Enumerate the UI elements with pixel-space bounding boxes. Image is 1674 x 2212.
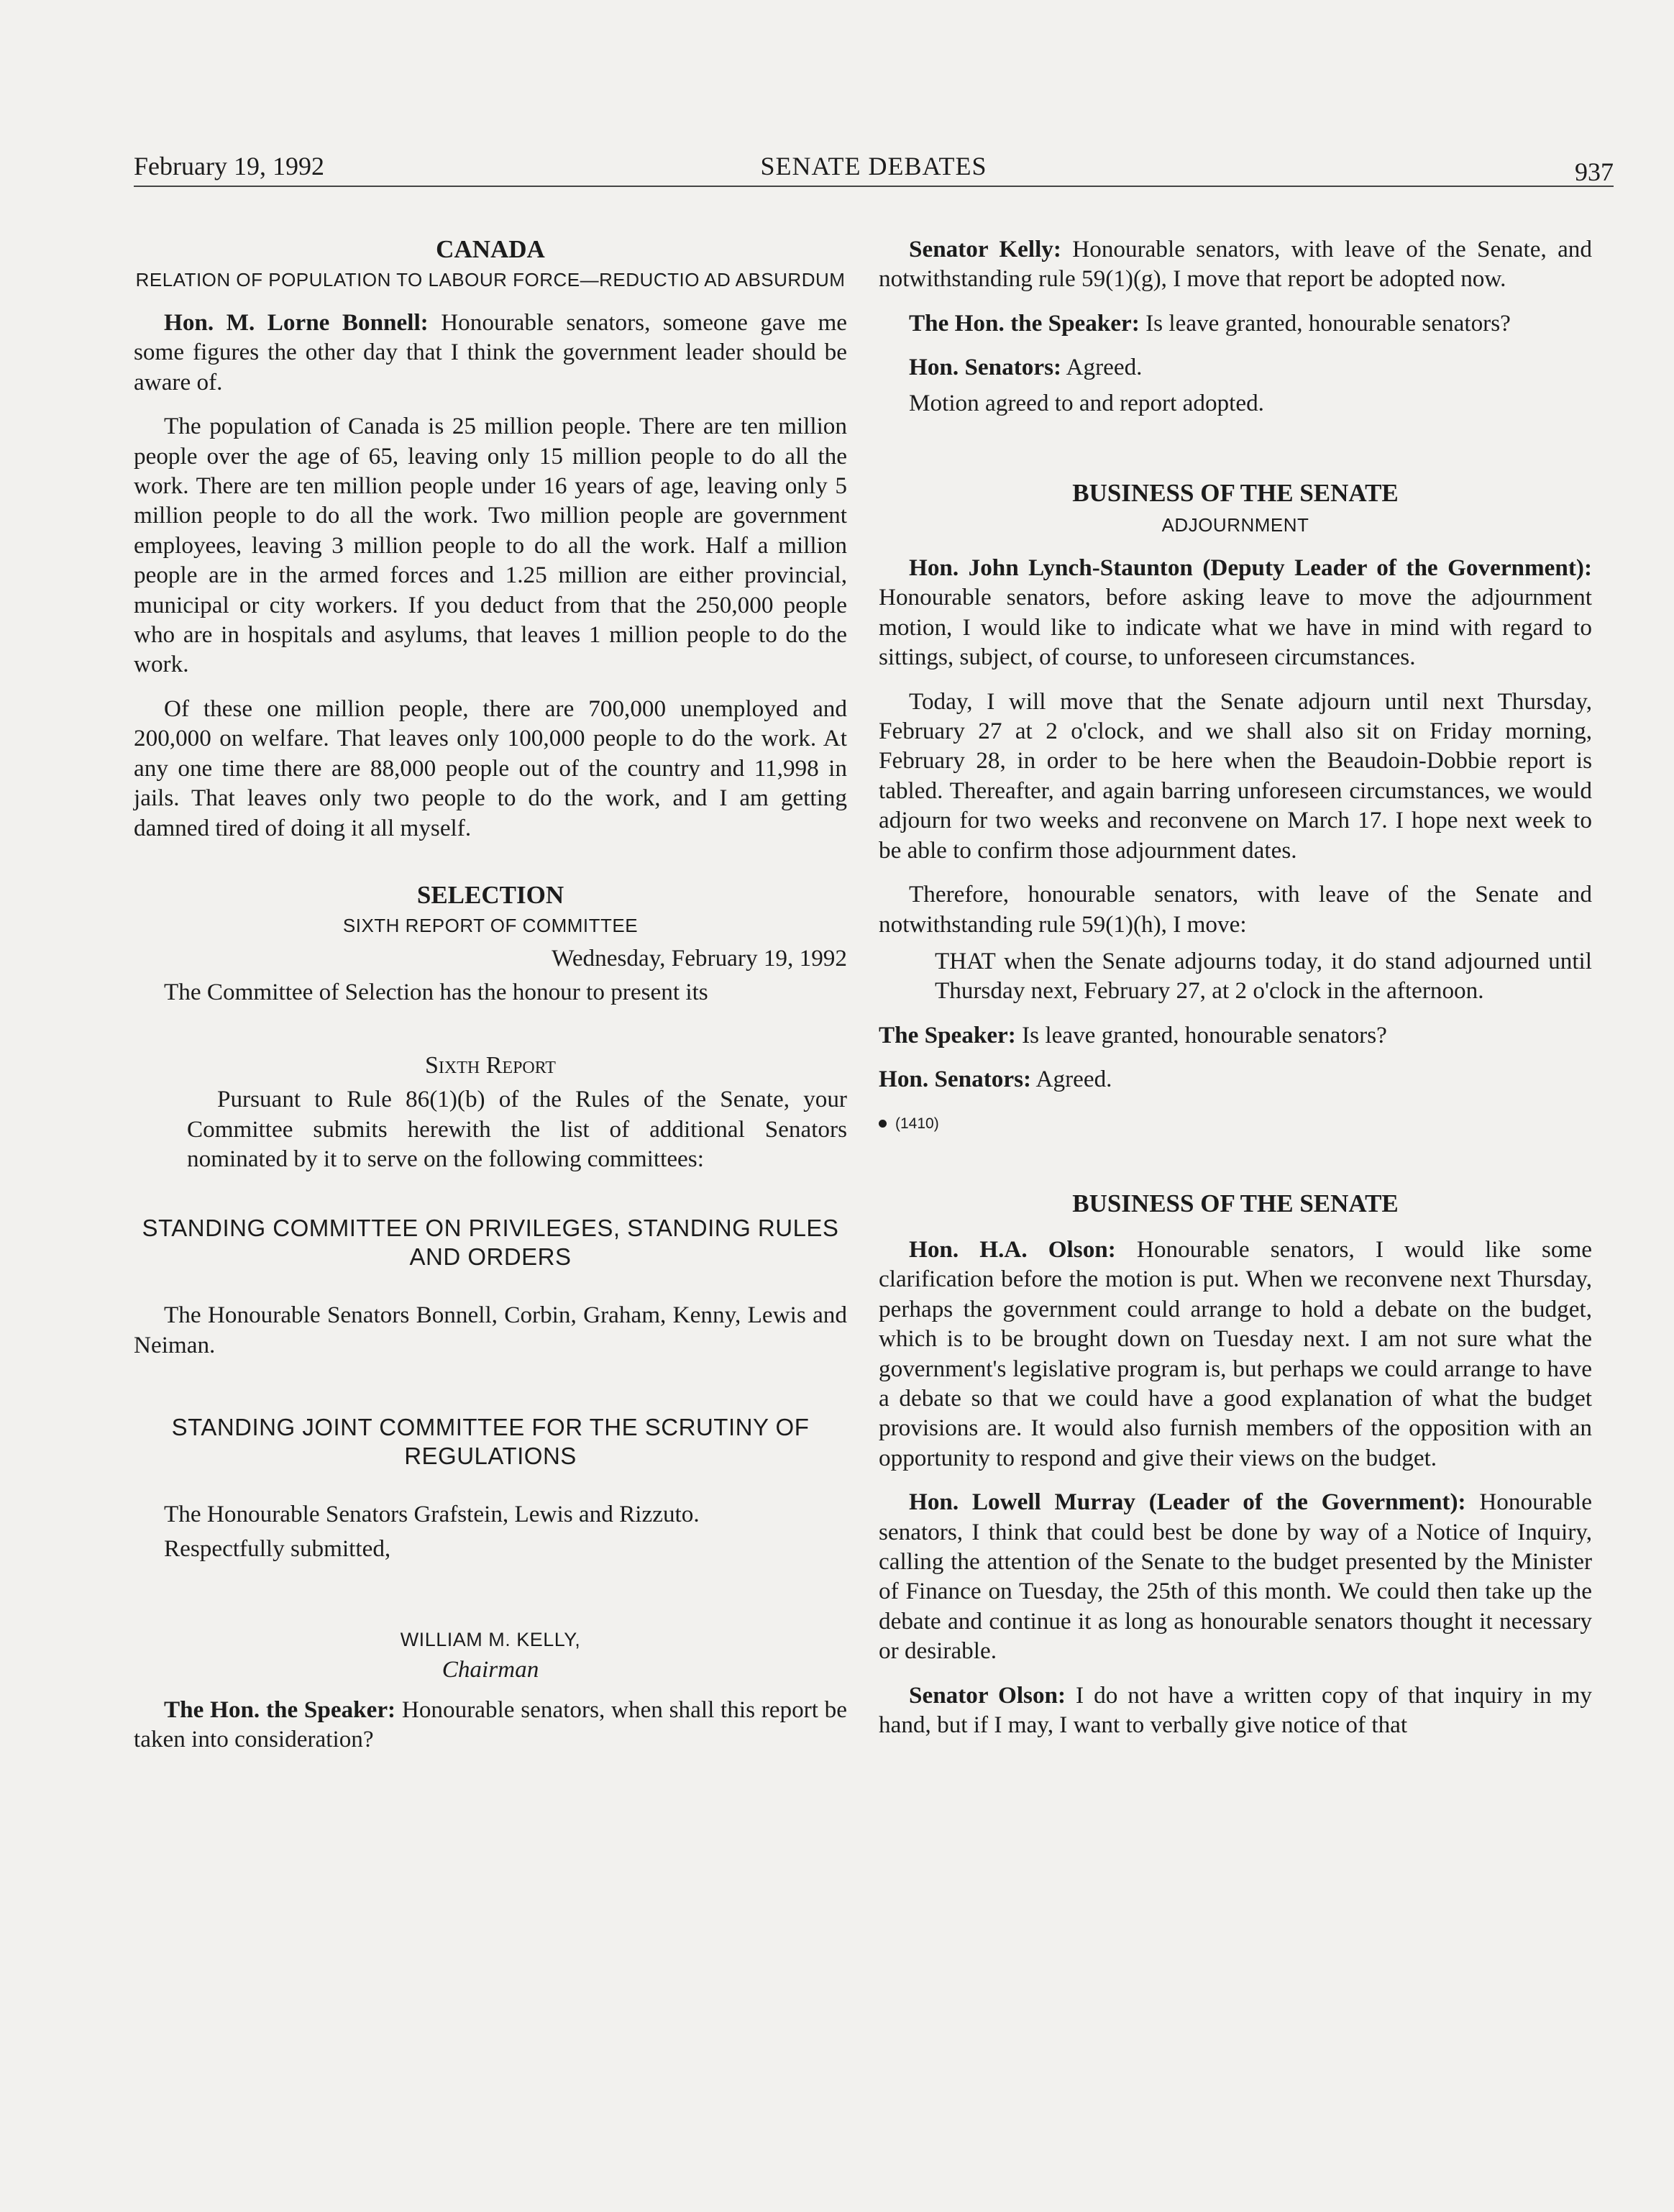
page-number: 937: [1575, 157, 1614, 186]
header-rule: [134, 186, 1614, 187]
right-column: [879, 234, 1592, 1754]
left-column: [134, 234, 847, 1769]
page-header: [134, 147, 1614, 190]
speech-text: Is leave granted, honourable senators?: [1139, 309, 1511, 337]
report-date: Wednesday, February 19, 1992: [552, 944, 847, 972]
bonnell-paragraph-1: [134, 308, 847, 397]
speaker-question: [134, 1695, 847, 1755]
speaker-name: The Hon. the Speaker:: [909, 309, 1140, 337]
speech-text: Honourable senators, someone gave me some figures the other day that I think the government leader should be aware of.: [134, 309, 847, 396]
speaker-name: Hon. Lowell Murray (Leader of the Government):: [909, 1489, 1466, 1516]
speech-text: Honourable senators, I think that could best be done by way of a Notice of Inquiry, calling the attention of the Senate to the budget presented by the Minister of Finance on Tuesday, the 25th of this month. We could then take up the debate and continue it as long as honourable senators thought it necessary or desirable.: [879, 1489, 1592, 1665]
speech-text: Honourable senators, with leave of the Senate, and notwithstanding rule 59(1)(g), I move that report be adopted now.: [879, 236, 1592, 293]
speech-text: I do not have a written copy of that inquiry in my hand, but if I may, I want to verbally give notice of that: [879, 1681, 1592, 1739]
speech-text: Is leave granted, honourable senators?: [1015, 1021, 1387, 1048]
bonnell-paragraph-2: The population of Canada is 25 million people. There are ten million people over the age of 65, leaving only 15 million people to do all the work. There are ten million people under 16 years of age, leaving only 5 million people to do all the work. Two million people are government employees, leaving 3 million people to do all the work. Half a million people are in the armed forces and 1.25 million are either provincial, municipal or city workers. If you deduct from that the 250,000 people who are in hospitals and asylums, that leaves 1 million people to do the work.: [134, 413, 847, 678]
business-heading-2: BUSINESS OF THE SENATE: [1072, 1189, 1399, 1217]
bullet-icon: [879, 1120, 887, 1128]
motion-adopted: Motion agreed to and report adopted.: [909, 389, 1264, 416]
header-date: February 19, 1992: [134, 152, 324, 180]
speaker-name: Hon. Senators:: [879, 1066, 1032, 1093]
speaker-name: The Speaker:: [879, 1021, 1016, 1048]
header-title: SENATE DEBATES: [760, 152, 987, 180]
speaker-name: Senator Kelly:: [909, 236, 1061, 262]
lynch-paragraph-1: [879, 553, 1592, 672]
senators-agreed-2: [879, 1064, 1592, 1094]
olson-paragraph: [879, 1235, 1592, 1473]
bonnell-paragraph-3: Of these one million people, there are 700,000 unemployed and 200,000 on welfare. That leaves only 100,000 people to do the work. At any one time there are 88,000 people out of the country and 11,998 in jails. That leaves only two people to do the work, and I am getting damned tired of doing it all myself.: [134, 695, 847, 841]
olson-paragraph-2: [879, 1681, 1592, 1740]
speaker-name: Hon. Senators:: [909, 354, 1062, 381]
senators-agreed: [879, 352, 1592, 382]
lynch-paragraph-3: Therefore, honourable senators, with leave of the Senate and notwithstanding rule 59(1)(h), I move:: [879, 881, 1592, 938]
speaker-name: Hon. M. Lorne Bonnell:: [164, 309, 429, 336]
committee-regulations-title: STANDING JOINT COMMITTEE FOR THE SCRUTINY OF REGULATIONS: [171, 1414, 810, 1470]
report-intro: The Committee of Selection has the honour to present its: [164, 979, 708, 1006]
speech-text: Honourable senators, when shall this report be taken into consideration?: [134, 1696, 848, 1753]
speaker-name: Senator Olson:: [909, 1681, 1066, 1709]
timestamp: [879, 1109, 1592, 1138]
speech-text: Honourable senators, before asking leave to move the adjournment motion, I would like to indicate what we have in mind with regard to sittings, subject, of course, to unforeseen circumstances.: [879, 584, 1592, 671]
signature-title: Chairman: [442, 1656, 539, 1683]
selection-heading: SELECTION: [416, 880, 564, 909]
signature-name: WILLIAM M. KELLY,: [400, 1628, 581, 1650]
canada-heading: CANADA: [436, 235, 545, 263]
speaker-name: Hon. H.A. Olson:: [909, 1235, 1116, 1263]
kelly-motion: [879, 234, 1592, 294]
adjournment-motion: THAT when the Senate adjourns today, it do stand adjourned until Thursday next, February 27, at 2 o'clock in the afternoon.: [935, 947, 1592, 1005]
speech-text: Agreed.: [1061, 354, 1143, 381]
selection-subheading: SIXTH REPORT OF COMMITTEE: [342, 914, 639, 936]
committee-regulations-members: The Honourable Senators Grafstein, Lewis and Rizzuto.: [164, 1501, 700, 1528]
committee-privileges-members: The Honourable Senators Bonnell, Corbin, Graham, Kenny, Lewis and Neiman.: [134, 1302, 847, 1358]
business-heading: BUSINESS OF THE SENATE: [1072, 479, 1399, 508]
speaker-name: Hon. John Lynch-Staunton (Deputy Leader of the Government):: [909, 554, 1592, 582]
murray-paragraph: [879, 1487, 1592, 1665]
lynch-paragraph-2: Today, I will move that the Senate adjourn until next Thursday, February 27 at 2 o'clock, and we shall also sit on Friday morning, February 28, in order to be here when the Beaudoin-Dobbie report is tabled. Thereafter, and again barring unforeseen circumstances, we would adjourn for two weeks and reconvene on March 17. I hope next week to be able to confirm those adjournment dates.: [879, 687, 1592, 864]
speaker-leave-question: [879, 309, 1592, 338]
report-title: Sixth Report: [425, 1051, 556, 1079]
speaker-name: The Hon. the Speaker:: [164, 1696, 396, 1723]
report-body: Pursuant to Rule 86(1)(b) of the Rules of the Senate, your Committee submits herewith the list of additional Senators nominated by it to serve on the following committees:: [187, 1086, 847, 1172]
committee-privileges-title: STANDING COMMITTEE ON PRIVILEGES, STANDING RULES AND ORDERS: [142, 1215, 839, 1271]
timestamp-text: (1410): [895, 1115, 939, 1132]
adjournment-subheading: ADJOURNMENT: [1161, 514, 1309, 536]
canada-subheading: RELATION OF POPULATION TO LABOUR FORCE—REDUCTIO AD ABSURDUM: [135, 269, 846, 291]
speaker-leave-question-2: [879, 1020, 1592, 1050]
closing-text: Respectfully submitted,: [164, 1535, 391, 1562]
speech-text: Honourable senators, I would like some clarification before the motion is put. When we reconvene next Thursday, perhaps the government could arrange to hold a debate on the budget, which is to be brought down on Tuesday next. I am not sure what the government's legislative program is, but perhaps we could arrange to have a debate so that we could have a good explanation of what the budget provisions are. It would also furnish members of the opposition with an opportunity to respond and give their views on the budget.: [879, 1235, 1593, 1471]
speech-text: Agreed.: [1031, 1066, 1112, 1093]
